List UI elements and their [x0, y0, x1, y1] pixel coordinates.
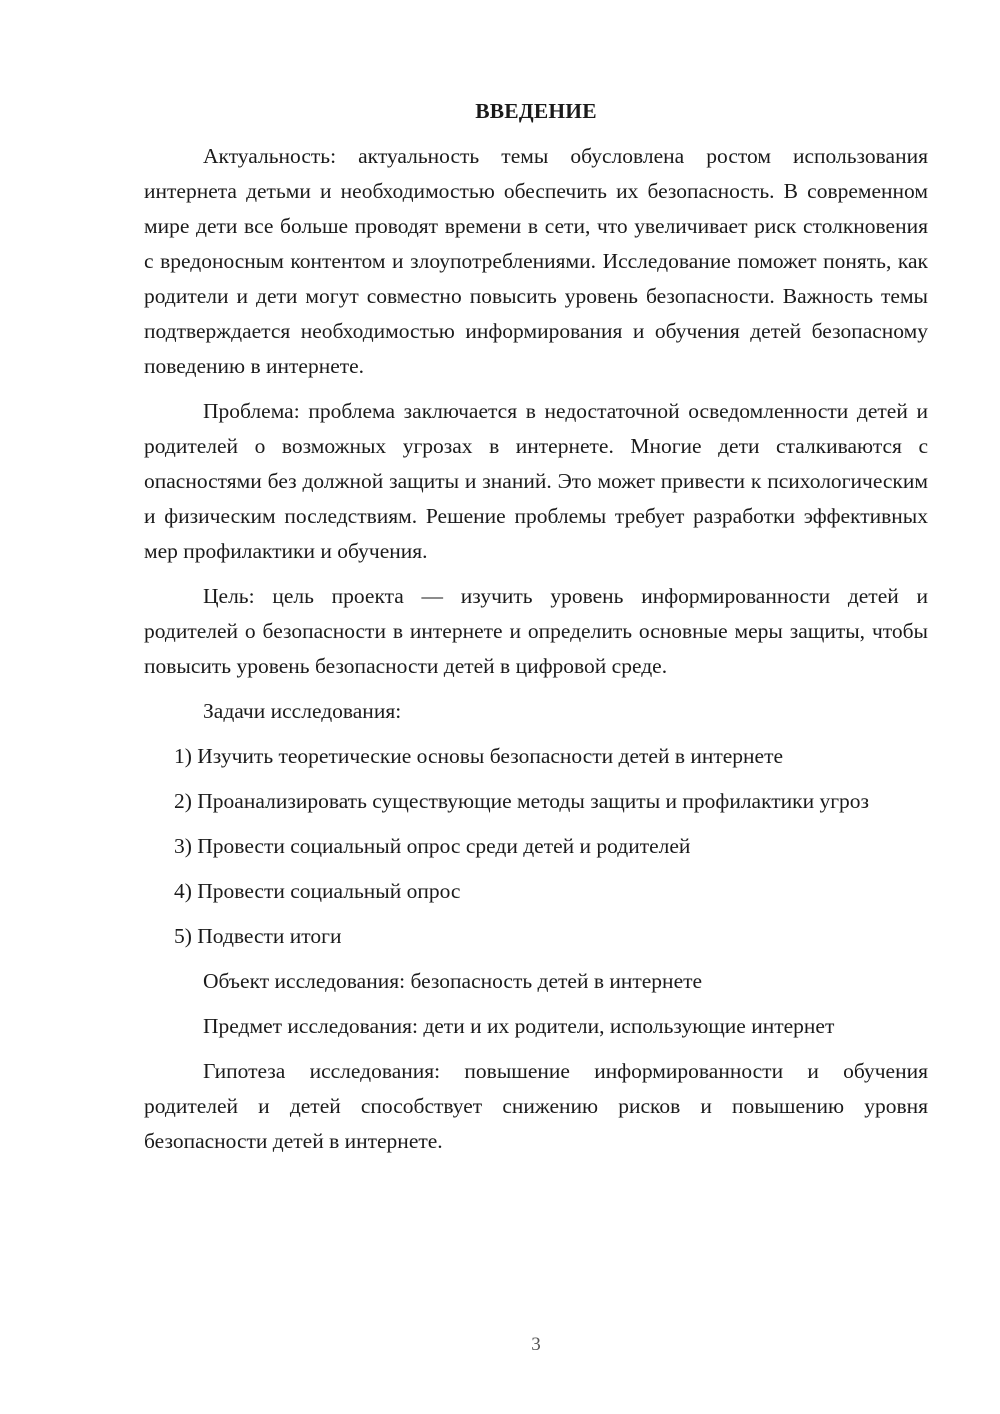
section-title: ВВЕДЕНИЕ [475, 99, 597, 123]
paragraph-hypothesis: Гипотеза исследования: повышение информированности и обучения родителей и детей способствует снижению рисков и повышению уровня безопасности детей в интернете. [144, 1059, 928, 1153]
task-item-5: 5) Подвести итоги [174, 924, 342, 948]
task-item-1: 1) Изучить теоретические основы безопасности детей в интернете [174, 744, 784, 768]
paragraph-object: Объект исследования: безопасность детей в интернете [203, 969, 703, 993]
paragraph-problem: Проблема: проблема заключается в недостаточной осведомленности детей и родителей о возможных угрозах в интернете. Многие дети сталкиваются с опасностями без должной защиты и знаний. Это может привести к психологическим и физическим последствиям. Решение проблемы требует разработки эффективных мер профилактики и обучения. [144, 399, 928, 563]
page-number: 3 [531, 1334, 541, 1355]
task-item-3: 3) Провести социальный опрос среди детей и родителей [174, 834, 691, 858]
tasks-heading: Задачи исследования: [203, 699, 402, 723]
task-item-4: 4) Провести социальный опрос [174, 879, 461, 903]
paragraph-subject: Предмет исследования: дети и их родители, использующие интернет [203, 1014, 835, 1038]
task-item-2: 2) Проанализировать существующие методы защиты и профилактики угроз [174, 789, 870, 813]
paragraph-relevance: Актуальность: актуальность темы обусловлена ростом использования интернета детьми и необходимостью обеспечить их безопасность. В современном мире дети все больше проводят времени в сети, что увеличивает риск столкновения с вредоносным контентом и злоупотреблениями. Исследование поможет понять, как родители и дети могут совместно повысить уровень безопасности. Важность темы подтверждается необходимостью информирования и обучения детей безопасному поведению в интернете. [144, 144, 928, 378]
paragraph-goal: Цель: цель проекта — изучить уровень информированности детей и родителей о безопасности в интернете и определить основные меры защиты, чтобы повысить уровень безопасности детей в цифровой среде. [144, 584, 928, 678]
page-content [144, 94, 928, 1169]
